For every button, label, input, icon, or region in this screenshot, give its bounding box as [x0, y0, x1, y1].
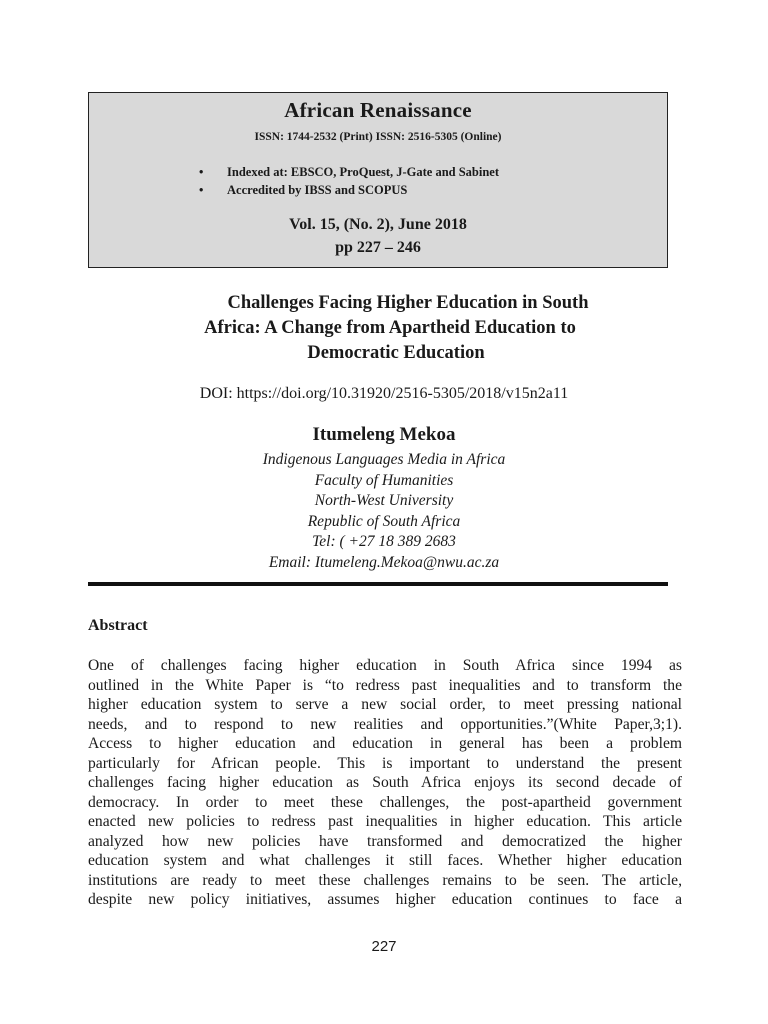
abstract-heading: Abstract	[88, 617, 148, 634]
bullet-icon: •	[199, 183, 204, 197]
affiliation-line: North-West University	[314, 492, 454, 509]
affiliation-line: Email: Itumeleng.Mekoa@nwu.ac.za	[268, 553, 500, 571]
bullet-text: Indexed at: EBSCO, ProQuest, J-Gate and Sabinet	[227, 165, 500, 179]
author-affiliation	[0, 450, 768, 573]
abstract-line: One of challenges facing higher education in South Africa since 1994 as	[88, 657, 682, 674]
abstract-body	[88, 656, 682, 910]
affiliation-line: Republic of South Africa	[307, 512, 461, 530]
author-name: Itumeleng Mekoa	[312, 424, 456, 445]
article-title	[128, 291, 688, 366]
journal-issn: ISSN: 1744-2532 (Print) ISSN: 2516-5305 (Online)	[254, 131, 502, 143]
affiliation-line: Faculty of Humanities	[314, 471, 454, 489]
article-title-line: Africa: A Change from Apartheid Education to	[204, 318, 576, 338]
abstract-line: enacted new policies to redress past inequalities in higher education. This article	[88, 813, 682, 830]
journal-header-box	[88, 92, 668, 268]
journal-title: African Renaissance	[284, 98, 472, 122]
journal-volume: Vol. 15, (No. 2), June 2018	[289, 216, 467, 233]
abstract-line: analyzed how new policies have transformed and democratized the higher	[88, 832, 682, 850]
abstract-line: needs, and to respond to new realities and opportunities.”(White Paper,3;1).	[88, 715, 682, 733]
abstract-line: institutions are ready to meet these challenges remains to be seen. The article,	[88, 871, 682, 889]
abstract-line: despite new policy initiatives, assumes higher education continues to face a	[88, 891, 682, 908]
journal-pages: pp 227 – 246	[335, 239, 421, 256]
abstract-line: education system and what challenges it still faces. Whether higher education	[88, 852, 682, 869]
abstract-line: outlined in the White Paper is “to redress past inequalities and to transform the	[88, 676, 682, 694]
article-title-line: Challenges Facing Higher Education in South	[227, 293, 589, 313]
abstract-line: particularly for African people. This is important to understand the present	[88, 754, 682, 772]
abstract-line: democracy. In order to meet these challenges, the post-apartheid government	[88, 793, 682, 811]
page-number: 227	[371, 938, 397, 955]
affiliation-line: Indigenous Languages Media in Africa	[262, 451, 506, 468]
article-title-line: Democratic Education	[307, 343, 485, 363]
bullet-item	[199, 163, 499, 181]
abstract-line: challenges facing higher education as South Africa enjoys its second decade of	[88, 774, 682, 791]
abstract-line: Access to higher education and education in general has been a problem	[88, 735, 682, 752]
journal-bullet-list	[199, 163, 499, 199]
bullet-item	[199, 181, 499, 199]
bullet-text: Accredited by IBSS and SCOPUS	[227, 183, 408, 197]
section-divider	[88, 582, 668, 586]
abstract-line: higher education system to serve a new social order, to meet pressing national	[88, 696, 682, 713]
bullet-icon: •	[199, 165, 204, 179]
affiliation-line: Tel: ( +27 18 389 2683	[312, 533, 456, 550]
article-doi: DOI: https://doi.org/10.31920/2516-5305/2018/v15n2a11	[199, 385, 569, 402]
